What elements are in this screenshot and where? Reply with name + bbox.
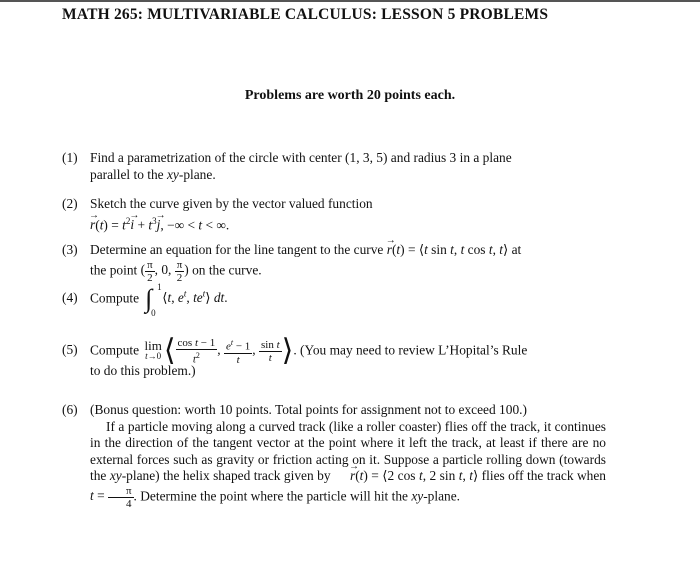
integral-sign: ∫ 1 0 xyxy=(145,282,162,319)
math-expression: ⟨t, $e^t$, $te^t⟩$ dt. xyxy=(162,289,228,306)
math-var: xy xyxy=(166,166,179,182)
problem-text: parallel to the xyxy=(90,166,167,182)
subtitle: Problems are worth 20 points each. xyxy=(244,88,456,103)
problem-1 xyxy=(62,150,606,183)
problem-3 xyxy=(62,242,606,284)
problem-paragraph: If a particle moving along a curved track (like a roller coaster) flies off the track, it continues in the direction of the tangent vector at the point where it left the track, at least if there are no external forces such as gravity or friction acting on it. Suppose a particle rolling down (towards the xy-plane) the helix shaped track given by → r(t) = ⟨2 cos t, 2 sin t, t⟩ flies off the track when t = $\frac{\pi}{4}$ . Determine the point where the particle will hit the xy-plane. xyxy=(62,419,606,510)
problem-text: the point xyxy=(90,262,141,278)
problem-text: . (You may need to review L’Hopital’s Rule xyxy=(293,342,528,358)
problem-6 xyxy=(62,402,606,510)
problem-5 xyxy=(62,334,606,379)
math-expression: → $r(t) = t^2\to i + t^3\to j$, −∞ < t < ∞. xyxy=(62,213,606,234)
math-expression: ⟨ $\frac{\text{cos t − 1}}{t^2}$ , $\frac{e^t - 1}{t}$ , $\frac{\text{sin t}}{t}$ ⟩ xyxy=(163,334,294,368)
problem-number: (5) xyxy=(62,342,78,358)
page-title: MATH 265: MULTIVARIABLE CALCULUS: LESSON 5 PROBLEMS xyxy=(62,6,549,23)
problem-text: at xyxy=(508,242,522,257)
top-rule xyxy=(0,0,700,2)
problem-number: (3) xyxy=(62,242,78,257)
problem-text: Sketch the curve given by the vector valued function xyxy=(90,196,373,211)
math-expression: → r(t) = ⟨2 cos t, 2 sin t, t⟩ xyxy=(334,468,478,483)
problem-number: (6) xyxy=(62,402,78,417)
problem-text: (Bonus question: worth 10 points. Total points for assignment not to exceed 100.) xyxy=(90,402,527,417)
math-expression: → r(t) = ⟨t sin t, t cos t, t⟩ xyxy=(387,242,509,257)
problem-text: -plane. xyxy=(178,166,216,182)
problem-number: (2) xyxy=(62,196,78,211)
math-expression: ( $\frac{\pi}{2}$ , 0, $\frac{\pi}{2}$ ) xyxy=(140,258,189,284)
problem-number: (1) xyxy=(62,150,78,165)
problem-text: Find a parametrization of the circle with center (1, 3, 5) and radius 3 in a plane xyxy=(90,150,512,165)
problem-text: Determine an equation for the line tangent to the curve xyxy=(90,242,387,257)
problem-text: Compute xyxy=(90,290,140,306)
problem-4 xyxy=(62,282,606,319)
problem-2 xyxy=(62,196,606,233)
problem-text: Compute xyxy=(90,342,140,358)
problem-number: (4) xyxy=(62,290,78,306)
problem-text: on the curve. xyxy=(188,262,262,278)
math-expression: t = $\frac{\pi}{4}$ xyxy=(90,484,132,510)
problem-text: to do this problem.) xyxy=(90,362,196,378)
limit-operator: lim t→0 xyxy=(144,338,162,362)
